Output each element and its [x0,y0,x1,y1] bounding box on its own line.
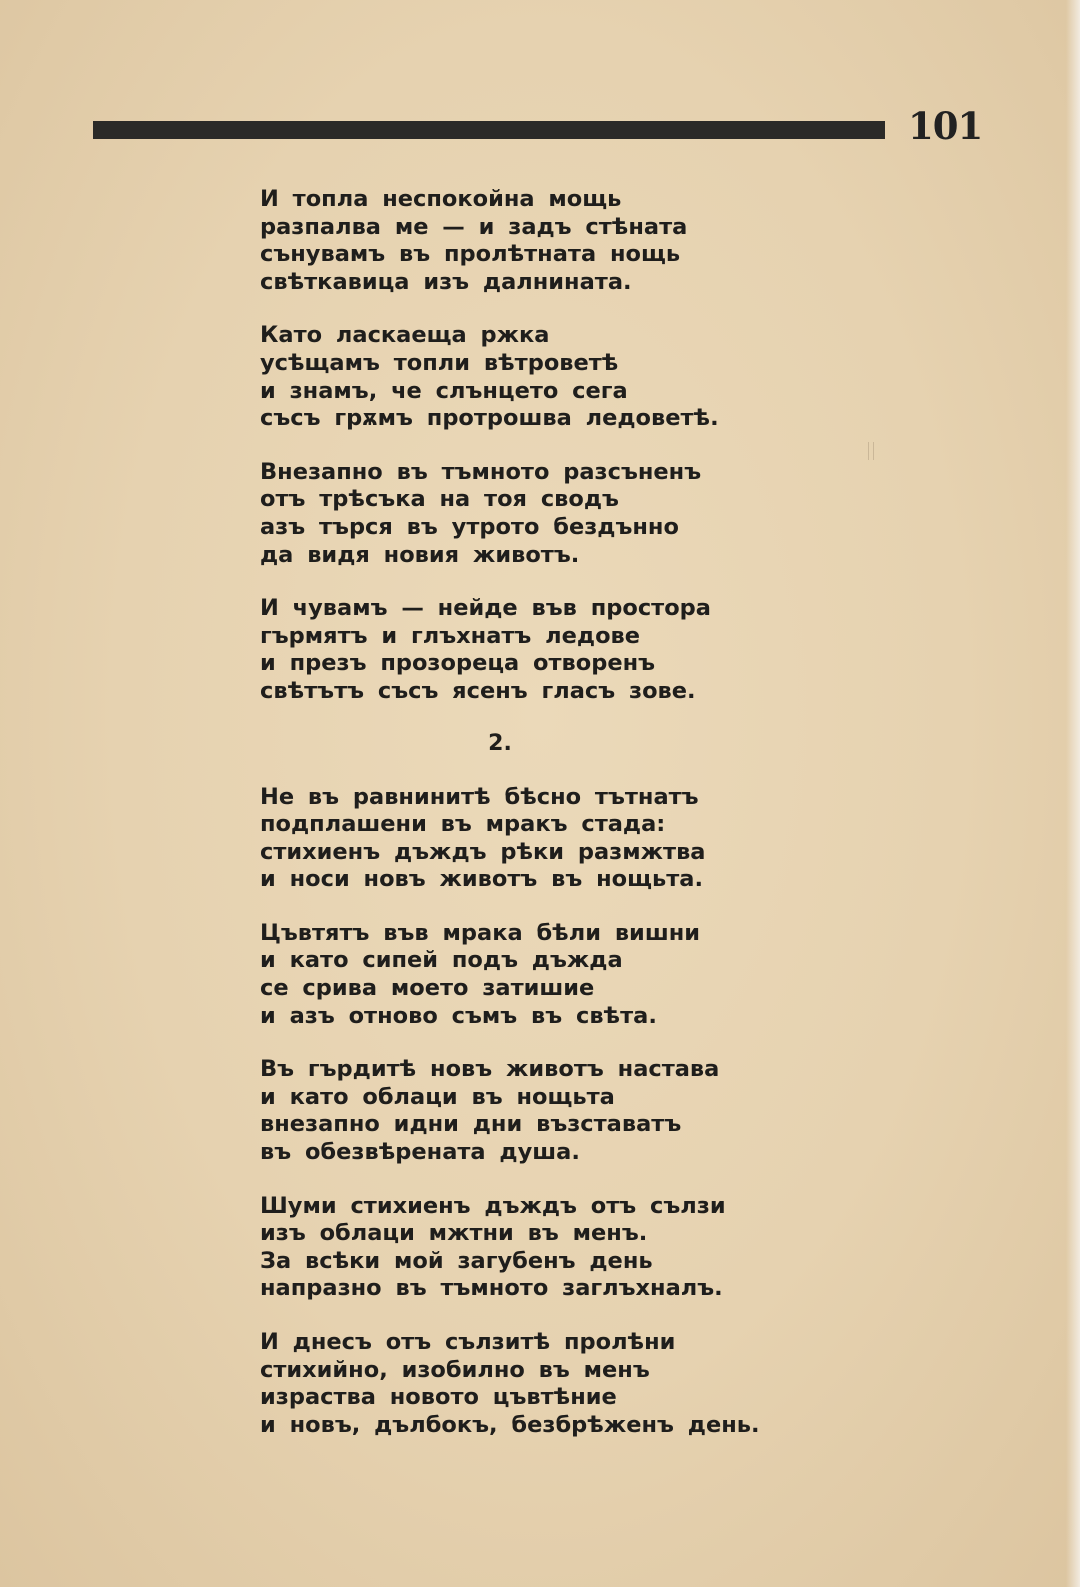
verse-line: и презъ прозореца отворенъ [260,650,656,677]
verse-line: съсъ грѫмъ протрошва ледоветѣ. [260,405,719,432]
header-rule [93,121,885,139]
verse-line: внезапно идни дни възставатъ [260,1111,682,1138]
stanza [260,1193,820,1303]
verse-line: Като ласкаеща ржка [260,322,550,349]
verse-line: въ обезвѣрената душа. [260,1139,580,1166]
verse-line: Не въ равнинитѣ бѣсно тътнатъ [260,783,699,810]
verse-line: сънувамъ въ пролѣтната нощь [260,241,681,268]
verse-line: За всѣки мой загубенъ день [260,1247,653,1274]
verse-line: израства новото цъвтѣние [260,1384,617,1411]
verse-line: стихиенъ дъждъ рѣки размжтва [260,838,706,865]
stanza [260,1056,820,1166]
stanza [260,784,820,894]
poem-part-1 [260,186,820,706]
verse-line: И днесъ отъ сълзитѣ пролѣни [260,1329,676,1355]
page-edge [1066,0,1080,1587]
verse-line: усѣщамъ топли вѣтроветѣ [260,349,619,376]
verse-line: И чувамъ — нейде във простора [260,595,711,622]
verse-line: изъ облаци мжтни въ менъ. [260,1220,648,1247]
verse-line: и носи новъ животъ въ нощьта. [260,866,704,893]
verse-line: Цъвтятъ във мрака бѣли вишни [260,919,701,946]
verse-line: подплашени въ мракъ стада: [260,811,666,838]
verse-line: азъ търся въ утрото бездънно [260,513,679,540]
verse-line: и новъ, дълбокъ, безбрѣженъ день. [260,1411,760,1438]
verse-line: отъ трѣсъка на тоя сводъ [260,486,619,513]
stanza [260,322,820,432]
verse-line: Въ гърдитѣ новъ животъ настава [260,1056,720,1083]
verse-line: разпалва ме — и задъ стѣната [260,213,688,240]
verse-line: И топла неспокойна мощь [260,186,622,212]
verse-line: гърмятъ и глъхнатъ ледове [260,622,641,649]
verse-line: и знамъ, че слънцето сега [260,377,628,404]
section-number: 2. [488,730,512,756]
page-number: 101 [908,104,983,148]
paper-mark [868,442,874,460]
poem-body [260,186,820,1465]
verse-line: Шуми стихиенъ дъждъ отъ сълзи [260,1192,726,1219]
stanza [260,920,820,1030]
verse-line: и азъ отново съмъ въ свѣта. [260,1002,657,1029]
stanza [260,459,820,569]
poem-part-2 [260,784,820,1440]
stanza [260,1329,820,1439]
stanza [260,595,820,705]
verse-line: да видя новия животъ. [260,541,580,568]
verse-line: и като сипей подъ дъжда [260,947,623,974]
verse-line: стихийно, изобилно въ менъ [260,1356,650,1383]
verse-line: и като облаци въ нощьта [260,1083,615,1110]
verse-line: се срива моето затишие [260,975,595,1002]
verse-line: свѣтътъ съсъ ясенъ гласъ зове. [260,677,696,704]
verse-line: Внезапно въ тъмното разсъненъ [260,458,702,485]
verse-line: напразно въ тъмното заглъхналъ. [260,1275,723,1302]
verse-line: свѣткавица изъ далнината. [260,268,632,295]
stanza [260,186,820,296]
